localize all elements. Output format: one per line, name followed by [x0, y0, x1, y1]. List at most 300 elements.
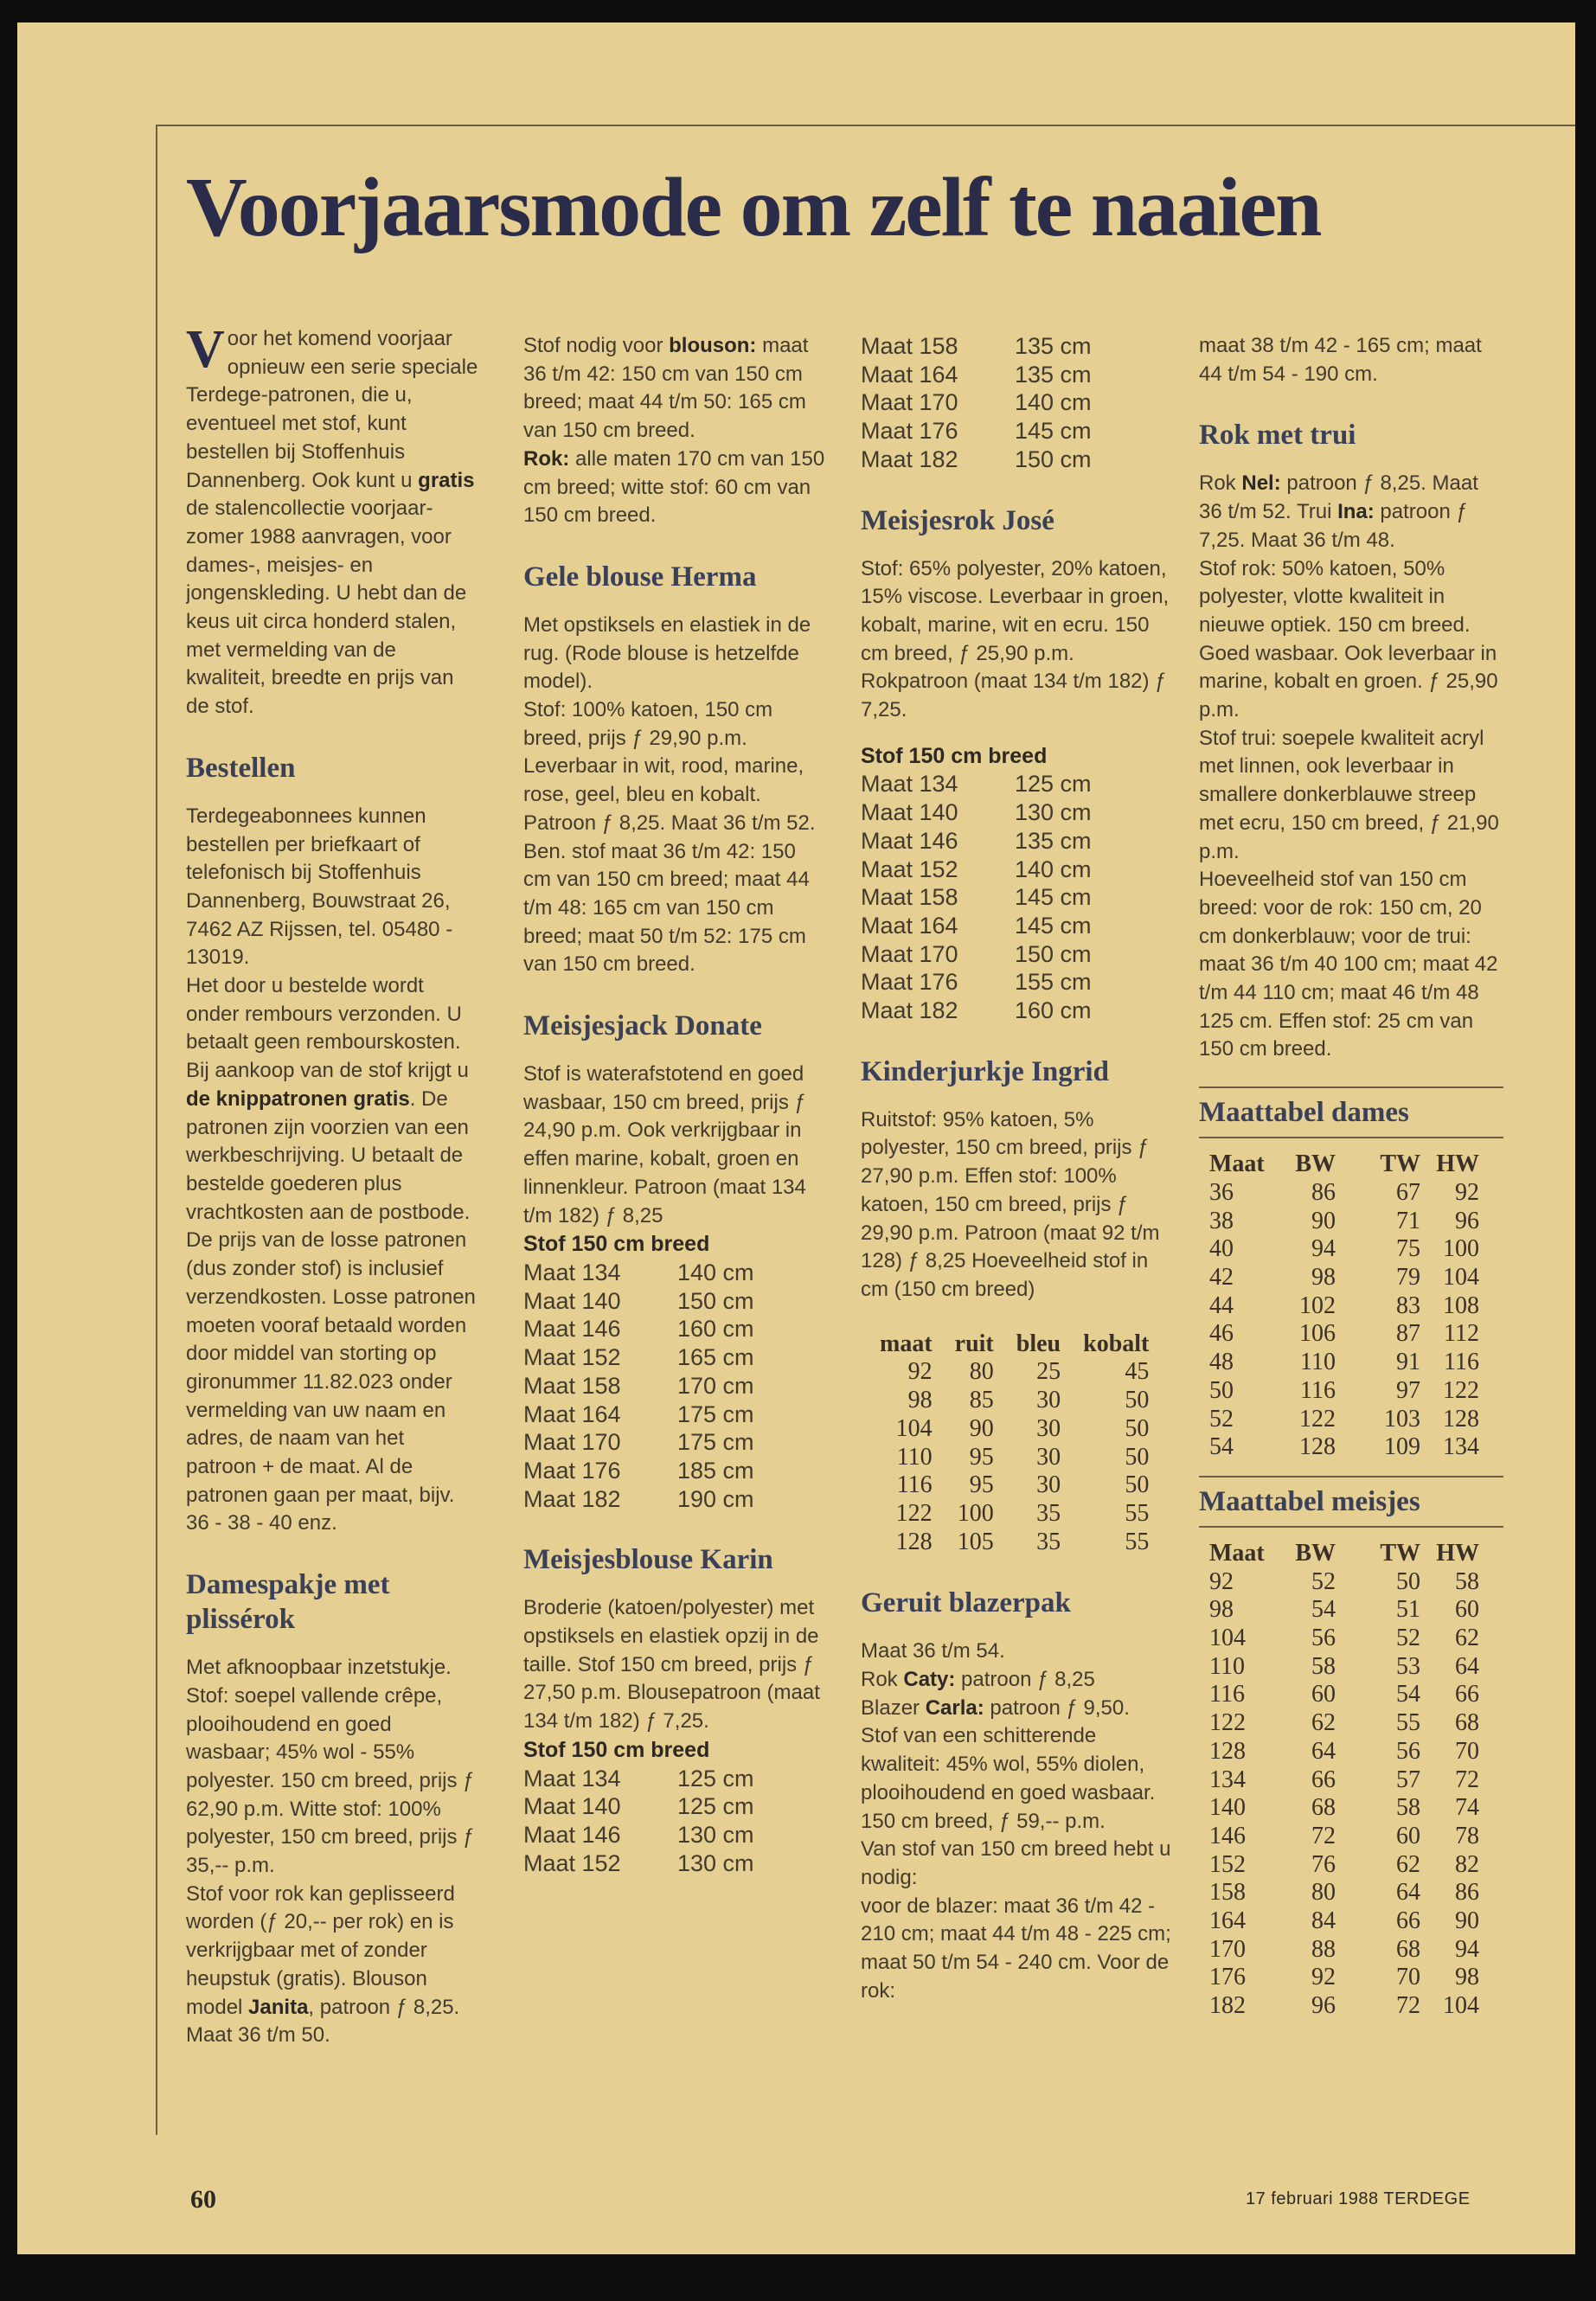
- table-cell: 35: [1036, 1499, 1061, 1527]
- table-cell: 58: [1311, 1652, 1336, 1680]
- table-row: [1199, 1235, 1479, 1264]
- size-row: [523, 1287, 826, 1316]
- table-cell: 64: [1455, 1652, 1479, 1680]
- table-cell: 66: [1455, 1681, 1479, 1708]
- size-label: Maat 182: [861, 997, 958, 1024]
- intro-paragraph: Voor het komend voorjaar opnieuw een serie speciale Terdege-patronen, die u, eventueel met stof, kunt bestellen bij Stoffenhuis Dannenberg. Ook kunt u gratis de stalencollectie voorjaar-zomer 1988 aanvragen, voor dames-, meisjes- en jongenskleding. U hebt dan de keus uit circa honderd stalen, met vermelding van de kwaliteit, breedte en prijs van de stof.: [186, 325, 478, 719]
- size-row: [523, 1821, 826, 1849]
- table-cell: 164: [1209, 1907, 1246, 1935]
- table-cell: 90: [1311, 1207, 1336, 1234]
- table-cell: 50: [1125, 1471, 1150, 1499]
- table-cell: 48: [1209, 1349, 1234, 1376]
- herma-paragraph-2: Stof: 100% katoen, 150 cm breed, prijs ƒ 29,90 p.m. Leverbaar in wit, rood, marine, rose, geel, bleu en kobalt. Patroon ƒ 8,25. Maat 36 t/m 52.: [523, 698, 816, 835]
- table-cell: 134: [1443, 1433, 1479, 1461]
- table-cell: 110: [896, 1443, 933, 1471]
- size-label: Maat 182: [861, 445, 958, 472]
- table-cell: 100: [1443, 1235, 1479, 1263]
- table-row: [1199, 1349, 1479, 1377]
- table-cell: 42: [1209, 1263, 1234, 1291]
- table-cell: 36: [1209, 1178, 1234, 1206]
- table-row: [1199, 1596, 1479, 1625]
- rokmettrui-paragraph-2: Stof rok: 50% katoen, 50% polyester, vlotte kwaliteit in nieuwe optiek. 150 cm breed. Goed wasbaar. Ook leverbaar in marine, kobalt en groen. ƒ 25,90 p.m.: [1199, 556, 1498, 722]
- size-length: 150 cm: [1015, 445, 1092, 472]
- table-cell: 30: [1036, 1471, 1061, 1499]
- size-length: 135 cm: [1015, 827, 1092, 854]
- heading-ingrid: Kinderjurkje Ingrid: [861, 1055, 1109, 1087]
- size-length: 125 cm: [677, 1765, 754, 1791]
- size-row: [861, 332, 1172, 361]
- table-row: [1199, 1794, 1479, 1823]
- table-row: [869, 1415, 1161, 1444]
- table-row: [1199, 1208, 1479, 1236]
- table-row: [1199, 1433, 1479, 1462]
- table-cell: 94: [1311, 1235, 1336, 1263]
- heading-maattabel-dames: Maattabel dames: [1199, 1097, 1409, 1129]
- article-title: Voorjaarsmode om zelf te naaien: [186, 161, 1321, 254]
- ingrid-table-header: [869, 1330, 1161, 1359]
- table-row: [1199, 1738, 1479, 1766]
- size-label: Maat 164: [523, 1400, 621, 1427]
- table-cell: 146: [1209, 1822, 1246, 1849]
- table-row: [1199, 1292, 1479, 1321]
- divider: [1199, 1086, 1503, 1088]
- table-cell: 30: [1036, 1387, 1061, 1414]
- table-cell: 40: [1209, 1235, 1234, 1263]
- size-row: [523, 1428, 826, 1457]
- heading-herma: Gele blouse Herma: [523, 561, 757, 593]
- table-cell: 90: [1455, 1907, 1479, 1935]
- table-cell: 110: [1209, 1652, 1245, 1680]
- donate-paragraph-1: Stof is waterafstotend en goed wasbaar, 150 cm breed, prijs ƒ 24,90 p.m. Ook verkrijgbaar in effen marine, kobalt, groen en linnenkleur. Patroon (maat 134 t/m 182) ƒ 8,25: [523, 1062, 806, 1227]
- damespakje-paragraph-4: Rok: alle maten 170 cm van 150 cm breed; witte stof: 60 cm van 150 cm breed.: [523, 446, 825, 528]
- table-cell: 80: [1311, 1879, 1336, 1907]
- table-cell: 64: [1311, 1737, 1336, 1765]
- table-cell: 50: [1125, 1387, 1150, 1414]
- size-label: Maat 170: [523, 1429, 621, 1456]
- karin-subhead: Stof 150 cm breed: [523, 1737, 710, 1762]
- table-row: [869, 1444, 1161, 1472]
- size-label: Maat 176: [523, 1457, 621, 1484]
- size-length: 125 cm: [677, 1793, 754, 1820]
- table-cell: 97: [1396, 1376, 1420, 1404]
- table-cell: 104: [1443, 1263, 1479, 1291]
- table-cell: 70: [1455, 1737, 1479, 1765]
- table-cell: 60: [1455, 1596, 1479, 1624]
- karin-size-list-part-1: [523, 1765, 826, 1878]
- table-cell: 50: [1209, 1376, 1234, 1404]
- table-cell: 35: [1036, 1528, 1061, 1555]
- column-header: bleu: [1016, 1330, 1061, 1357]
- table-cell: 100: [957, 1499, 994, 1527]
- table-row: [1199, 1264, 1479, 1292]
- meisjes-table-header: [1199, 1540, 1479, 1568]
- blazerpak-paragraph-4: Stof van een schitterende kwaliteit: 45% wol, 55% diolen, plooihoudend en goed wasbaar. 150 cm breed, ƒ 59,-- p.m.: [861, 1724, 1156, 1833]
- heading-bestellen: Bestellen: [186, 752, 296, 784]
- table-cell: 152: [1209, 1850, 1246, 1878]
- table-cell: 52: [1311, 1567, 1336, 1595]
- size-label: Maat 182: [523, 1485, 621, 1512]
- table-cell: 94: [1455, 1935, 1479, 1963]
- size-length: 130 cm: [677, 1821, 754, 1848]
- table-row: [1199, 1964, 1479, 1992]
- table-cell: 87: [1396, 1320, 1420, 1348]
- maattabel-meisjes-table: [1199, 1540, 1479, 2021]
- table-cell: 66: [1396, 1907, 1420, 1935]
- table-cell: 88: [1311, 1935, 1336, 1963]
- heading-damespakje: Damespakje met plissérok: [186, 1569, 390, 1636]
- size-length: 160 cm: [1015, 997, 1092, 1024]
- table-row: [1199, 1907, 1479, 1936]
- table-cell: 56: [1396, 1737, 1420, 1765]
- size-length: 190 cm: [677, 1485, 754, 1512]
- heading-blazerpak: Geruit blazerpak: [861, 1587, 1071, 1619]
- blazerpak-paragraph-3: Blazer Carla: patroon ƒ 9,50.: [861, 1695, 1130, 1720]
- table-cell: 62: [1311, 1709, 1336, 1737]
- rokmettrui-paragraph-3: Stof trui: soepele kwaliteit acryl met linnen, ook leverbaar in smallere donkerblauwe streep met ecru, 150 cm breed, ƒ 21,90 p.m.: [1199, 726, 1499, 863]
- ingrid-table-body: [869, 1358, 1161, 1556]
- column-2: [523, 332, 826, 2149]
- table-cell: 54: [1209, 1433, 1234, 1461]
- table-cell: 44: [1209, 1292, 1234, 1319]
- column-header: Maat: [1209, 1150, 1265, 1178]
- ingrid-paragraph-1: Ruitstof: 95% katoen, 5% polyester, 150 cm breed, prijs ƒ 27,90 p.m. Effen stof: 100% katoen, 150 cm breed, prijs ƒ 29,90 p.m. Patroon (maat 92 t/m 128) ƒ 8,25 Hoeveelheid stof in cm (150 cm breed): [861, 1107, 1160, 1301]
- table-cell: 54: [1311, 1596, 1336, 1624]
- column-header: BW: [1295, 1539, 1336, 1567]
- blazerpak-paragraph-2: Rok Caty: patroon ƒ 8,25: [861, 1668, 1095, 1692]
- size-label: Maat 134: [523, 1259, 621, 1285]
- heading-rok-met-trui: Rok met trui: [1199, 420, 1356, 452]
- heading-jose: Meisjesrok José: [861, 504, 1054, 536]
- karin-size-list-part-2: [861, 332, 1172, 474]
- table-cell: 57: [1396, 1766, 1420, 1793]
- table-cell: 75: [1396, 1235, 1420, 1263]
- size-length: 140 cm: [1015, 389, 1092, 416]
- table-cell: 82: [1455, 1850, 1479, 1878]
- table-row: [1199, 1320, 1479, 1349]
- table-cell: 68: [1311, 1794, 1336, 1822]
- table-cell: 158: [1209, 1879, 1246, 1907]
- size-row: [523, 1343, 826, 1372]
- table-row: [869, 1471, 1161, 1500]
- table-row: [1199, 1377, 1479, 1406]
- donate-subhead: Stof 150 cm breed: [523, 1232, 710, 1257]
- size-label: Maat 158: [861, 333, 958, 359]
- table-cell: 105: [957, 1528, 994, 1555]
- table-cell: 92: [907, 1358, 933, 1386]
- dames-table-header: [1199, 1150, 1479, 1179]
- jose-paragraph-1: Stof: 65% polyester, 20% katoen, 15% viscose. Leverbaar in groen, kobalt, marine, wit en ecru. 150 cm breed, ƒ 25,90 p.m. Rokpatroon (maat 134 t/m 182) ƒ 7,25.: [861, 556, 1170, 722]
- size-label: Maat 164: [861, 912, 958, 939]
- table-cell: 54: [1396, 1681, 1420, 1708]
- table-cell: 116: [896, 1471, 933, 1499]
- table-cell: 98: [907, 1387, 933, 1414]
- size-length: 140 cm: [677, 1259, 754, 1285]
- table-cell: 45: [1125, 1358, 1150, 1386]
- size-length: 160 cm: [677, 1316, 754, 1343]
- table-cell: 60: [1396, 1822, 1420, 1849]
- table-row: [1199, 1823, 1479, 1851]
- column-header: BW: [1295, 1150, 1336, 1178]
- table-cell: 122: [1209, 1709, 1246, 1737]
- jose-subhead: Stof 150 cm breed: [861, 743, 1048, 768]
- size-row: [523, 1792, 826, 1821]
- size-length: 150 cm: [677, 1287, 754, 1314]
- table-cell: 46: [1209, 1320, 1234, 1348]
- table-cell: 52: [1209, 1405, 1234, 1433]
- bestellen-paragraph-3: De prijs van de losse patronen (dus zonder stof) is inclusief verzendkosten. Losse patronen moeten vooraf betaald worden door middel van storting op gironummer 11.82.023 onder vermelding van uw naam en adres, de naam van het patroon + de maat. Al de patronen gaan per maat, bijv. 36 - 38 - 40 enz.: [186, 1228, 476, 1535]
- size-length: 150 cm: [1015, 940, 1092, 967]
- size-row: [861, 798, 1172, 827]
- divider: [1199, 1526, 1503, 1528]
- size-label: Maat 152: [523, 1849, 621, 1876]
- herma-paragraph-1: Met opstiksels en elastiek in de rug. (Rode blouse is hetzelfde model).: [523, 612, 811, 694]
- damespakje-paragraph-3: Stof nodig voor blouson: maat 36 t/m 42: 150 cm van 150 cm breed; maat 44 t/m 50: 165 cm van 150 cm breed.: [523, 334, 809, 443]
- issue-line: 17 februari 1988 TERDEGE: [1246, 2189, 1471, 2208]
- column-header: TW: [1380, 1150, 1420, 1178]
- size-length: 145 cm: [1015, 884, 1092, 911]
- table-cell: 128: [895, 1528, 933, 1555]
- size-length: 130 cm: [1015, 799, 1092, 826]
- size-row: [861, 388, 1172, 417]
- table-cell: 80: [969, 1358, 994, 1386]
- table-cell: 78: [1455, 1822, 1479, 1849]
- table-cell: 86: [1311, 1178, 1336, 1206]
- table-cell: 83: [1396, 1292, 1420, 1319]
- table-cell: 96: [1311, 1992, 1336, 2020]
- table-cell: 92: [1455, 1178, 1479, 1206]
- size-row: [861, 827, 1172, 856]
- table-row: [1199, 1936, 1479, 1965]
- size-row: [861, 968, 1172, 997]
- size-label: Maat 170: [861, 940, 958, 967]
- size-row: [523, 1485, 826, 1514]
- damespakje-paragraph-1: Met afknoopbaar inzetstukje. Stof: soepel vallende crêpe, plooihoudend en goed wasbaar; 45% wol - 55% polyester. 150 cm breed, prijs ƒ 62,90 p.m. Witte stof: 100% polyester, 150 cm breed, prijs ƒ 35,-- p.m.: [186, 1656, 475, 1878]
- table-row: [869, 1500, 1161, 1529]
- size-row: [523, 1372, 826, 1400]
- column-header: HW: [1436, 1150, 1479, 1178]
- size-row: [523, 1457, 826, 1485]
- size-row: [861, 770, 1172, 798]
- table-cell: 55: [1396, 1709, 1420, 1737]
- table-cell: 91: [1396, 1349, 1420, 1376]
- table-cell: 62: [1455, 1625, 1479, 1652]
- size-length: 145 cm: [1015, 912, 1092, 939]
- size-row: [523, 1259, 826, 1287]
- maattabel-dames-table: [1199, 1150, 1479, 1462]
- table-cell: 98: [1311, 1263, 1336, 1291]
- size-length: 175 cm: [677, 1400, 754, 1427]
- table-cell: 56: [1311, 1625, 1336, 1652]
- heading-maattabel-meisjes: Maattabel meisjes: [1199, 1485, 1420, 1517]
- column-header: maat: [880, 1330, 933, 1357]
- size-label: Maat 146: [523, 1316, 621, 1343]
- table-row: [1199, 1766, 1479, 1795]
- size-length: 130 cm: [677, 1849, 754, 1876]
- table-row: [1199, 1653, 1479, 1682]
- table-row: [1199, 1992, 1479, 2021]
- table-cell: 90: [969, 1414, 994, 1442]
- table-cell: 60: [1311, 1681, 1336, 1708]
- size-label: Maat 134: [861, 771, 958, 798]
- table-cell: 106: [1299, 1320, 1336, 1348]
- table-cell: 86: [1455, 1879, 1479, 1907]
- size-row: [861, 940, 1172, 969]
- size-label: Maat 146: [523, 1821, 621, 1848]
- table-cell: 98: [1455, 1964, 1479, 1991]
- column-header: Maat: [1209, 1539, 1265, 1567]
- table-cell: 128: [1443, 1405, 1479, 1433]
- blazerpak-paragraph-1: Maat 36 t/m 54.: [861, 1639, 1005, 1663]
- heading-donate: Meisjesjack Donate: [523, 1010, 762, 1042]
- table-cell: 52: [1396, 1625, 1420, 1652]
- herma-paragraph-3: Ben. stof maat 36 t/m 42: 150 cm van 150 cm breed; maat 44 t/m 48: 165 cm van 150 cm breed; maat 50 t/m 52: 175 cm van 150 cm breed.: [523, 839, 810, 977]
- table-cell: 92: [1209, 1567, 1234, 1595]
- table-row: [1199, 1709, 1479, 1738]
- table-cell: 122: [1443, 1376, 1479, 1404]
- size-row: [861, 883, 1172, 912]
- size-label: Maat 158: [861, 884, 958, 911]
- size-row: [523, 1315, 826, 1343]
- table-row: [1199, 1406, 1479, 1434]
- dames-table-body: [1199, 1179, 1479, 1462]
- size-label: Maat 176: [861, 969, 958, 996]
- table-cell: 98: [1209, 1596, 1234, 1624]
- size-label: Maat 146: [861, 827, 958, 854]
- drop-cap: V: [186, 325, 225, 379]
- table-cell: 112: [1444, 1320, 1479, 1348]
- size-length: 125 cm: [1015, 771, 1092, 798]
- table-cell: 96: [1455, 1207, 1479, 1234]
- table-cell: 95: [969, 1443, 994, 1471]
- size-label: Maat 152: [523, 1344, 621, 1371]
- table-row: [1199, 1681, 1479, 1709]
- rokmettrui-paragraph-4: Hoeveelheid stof van 150 cm breed: voor de rok: 150 cm, 20 cm donkerblauw; voor de trui: maat 36 t/m 40 100 cm; maat 42 t/m 44 110 cm; maat 46 t/m 48 125 cm. Effen stof: 25 cm van 150 cm breed.: [1199, 868, 1498, 1061]
- column-1: [186, 325, 480, 2142]
- damespakje-paragraph-2: Stof voor rok kan geplisseerd worden (ƒ 20,-- per rok) en is verkrijgbaar met of zonder heupstuk (gratis). Blouson model Janita, patroon ƒ 8,25. Maat 36 t/m 50.: [186, 1881, 460, 2048]
- size-label: Maat 158: [523, 1372, 621, 1399]
- size-row: [861, 417, 1172, 445]
- column-header: HW: [1436, 1539, 1479, 1567]
- table-cell: 122: [895, 1499, 933, 1527]
- table-cell: 70: [1396, 1964, 1420, 1991]
- table-row: [1199, 1851, 1479, 1880]
- size-label: Maat 152: [861, 856, 958, 882]
- meisjes-table-body: [1199, 1568, 1479, 2021]
- table-cell: 122: [1299, 1405, 1336, 1433]
- size-length: 155 cm: [1015, 969, 1092, 996]
- table-cell: 84: [1311, 1907, 1336, 1935]
- size-row: [523, 1849, 826, 1878]
- blazerpak-paragraph-6-part-2: maat 38 t/m 42 - 165 cm; maat 44 t/m 54 - 190 cm.: [1199, 334, 1482, 386]
- size-length: 145 cm: [1015, 418, 1092, 445]
- bestellen-paragraph-2: Het door u bestelde wordt onder rembours verzonden. U betaalt geen rembourskosten. Bij aankoop van de stof krijgt u de knippatronen gratis. De patronen zijn voorzien van een werkbeschrijving. U betaalt de bestelde goederen plus vrachtkosten aan de postbode.: [186, 974, 471, 1224]
- table-row: [869, 1529, 1161, 1557]
- table-cell: 102: [1299, 1292, 1336, 1319]
- table-cell: 25: [1036, 1358, 1061, 1386]
- ingrid-fabric-table: [869, 1330, 1161, 1557]
- bestellen-paragraph-1: Terdegeabonnees kunnen bestellen per briefkaart of telefonisch bij Stoffenhuis Dannenberg, Bouwstraat 26, 7462 AZ Rijssen, tel. 05480 - 13019.: [186, 804, 453, 970]
- table-cell: 30: [1036, 1414, 1061, 1442]
- column-header: ruit: [954, 1330, 994, 1357]
- table-cell: 95: [969, 1471, 994, 1499]
- table-cell: 55: [1125, 1499, 1150, 1527]
- donate-size-list: [523, 1259, 826, 1513]
- table-cell: 74: [1455, 1794, 1479, 1822]
- table-cell: 85: [969, 1387, 994, 1414]
- table-cell: 71: [1396, 1207, 1420, 1234]
- table-cell: 68: [1455, 1709, 1479, 1737]
- heading-karin: Meisjesblouse Karin: [523, 1544, 773, 1576]
- table-row: [869, 1358, 1161, 1387]
- size-row: [861, 856, 1172, 884]
- rokmettrui-paragraph-1: Rok Nel: patroon ƒ 8,25. Maat 36 t/m 52. Trui Ina: patroon ƒ 7,25. Maat 36 t/m 48.: [1199, 471, 1478, 552]
- table-cell: 66: [1311, 1766, 1336, 1793]
- size-length: 175 cm: [677, 1429, 754, 1456]
- jose-size-list: [861, 770, 1172, 1024]
- table-cell: 79: [1396, 1263, 1420, 1291]
- table-cell: 92: [1311, 1964, 1336, 1991]
- size-label: Maat 176: [861, 418, 958, 445]
- table-cell: 58: [1455, 1567, 1479, 1595]
- table-cell: 53: [1396, 1652, 1420, 1680]
- size-length: 135 cm: [1015, 333, 1092, 359]
- table-cell: 58: [1396, 1794, 1420, 1822]
- size-row: [523, 1400, 826, 1429]
- size-length: 140 cm: [1015, 856, 1092, 882]
- page-number: 60: [190, 2185, 216, 2214]
- size-row: [861, 361, 1172, 389]
- table-cell: 104: [1209, 1625, 1246, 1652]
- table-cell: 62: [1396, 1850, 1420, 1878]
- table-cell: 50: [1125, 1443, 1150, 1471]
- column-header: kobalt: [1083, 1330, 1150, 1357]
- divider: [1199, 1137, 1503, 1138]
- divider: [1199, 1476, 1503, 1477]
- table-cell: 128: [1299, 1433, 1336, 1461]
- table-cell: 30: [1036, 1443, 1061, 1471]
- size-row: [861, 912, 1172, 940]
- table-cell: 72: [1311, 1822, 1336, 1849]
- size-length: 170 cm: [677, 1372, 754, 1399]
- table-cell: 72: [1396, 1992, 1420, 2020]
- column-3: [861, 332, 1172, 2149]
- table-row: [869, 1387, 1161, 1415]
- table-cell: 55: [1125, 1528, 1150, 1555]
- size-row: [861, 997, 1172, 1025]
- table-cell: 176: [1209, 1964, 1246, 1991]
- table-cell: 182: [1209, 1992, 1246, 2020]
- size-label: Maat 140: [523, 1287, 621, 1314]
- table-cell: 64: [1396, 1879, 1420, 1907]
- size-label: Maat 140: [523, 1793, 621, 1820]
- table-cell: 134: [1209, 1766, 1246, 1793]
- table-cell: 67: [1396, 1178, 1420, 1206]
- size-label: Maat 134: [523, 1765, 621, 1791]
- table-cell: 116: [1209, 1681, 1245, 1708]
- size-label: Maat 140: [861, 799, 958, 826]
- column-header: TW: [1380, 1539, 1420, 1567]
- karin-paragraph-1: Broderie (katoen/polyester) met opstiksels en elastiek opzij in de taille. Stof 150 cm breed, prijs ƒ 27,50 p.m. Blousepatroon (maat 134 t/m 182) ƒ 7,25.: [523, 1596, 820, 1734]
- table-row: [1199, 1568, 1479, 1597]
- table-cell: 72: [1455, 1766, 1479, 1793]
- table-cell: 110: [1300, 1349, 1336, 1376]
- size-length: 135 cm: [1015, 361, 1092, 388]
- table-cell: 128: [1209, 1737, 1246, 1765]
- table-cell: 109: [1384, 1433, 1420, 1461]
- table-cell: 170: [1209, 1935, 1246, 1963]
- table-cell: 140: [1209, 1794, 1246, 1822]
- size-row: [861, 445, 1172, 474]
